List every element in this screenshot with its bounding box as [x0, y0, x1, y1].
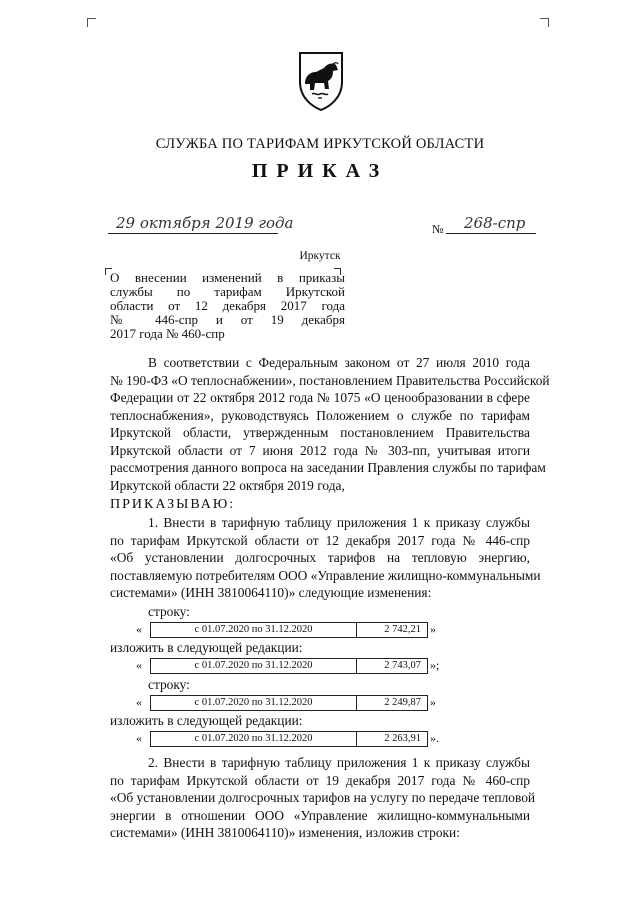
text-line: системами» (ИНН 3810064110)» изменения, изложив строки: — [110, 825, 460, 840]
city-name: Иркутск — [299, 250, 341, 262]
number-underline — [446, 232, 536, 234]
number-sign: № — [432, 222, 444, 236]
text-line: В соответствии с Федеральным законом от 27 июля 2010 года — [148, 355, 530, 370]
subject-line: области от 12 декабря 2017 года — [110, 298, 345, 313]
corner-mark-top-left — [87, 18, 96, 27]
text-line: энергии в отношении ООО «Управление жилищно-коммунальными — [110, 807, 530, 823]
text-line: рассмотрения данного вопроса на заседании Правления службы по тарифам — [110, 460, 546, 475]
coat-of-arms-emblem — [296, 50, 346, 112]
order-word: ПРИКАЗЫВАЮ: — [110, 497, 236, 512]
row-label: строку: — [148, 677, 190, 692]
text-line: 1. Внести в тарифную таблицу приложения 1 к приказу службы — [148, 515, 530, 530]
subject-line: № 446-спр и от 19 декабря — [110, 312, 345, 327]
period-cell: с 01.07.2020 по 31.12.2020 — [151, 696, 357, 710]
row-label: строку: — [148, 604, 190, 619]
value-cell: 2 743,07 — [384, 660, 421, 671]
value-cell: 2 742,21 — [384, 624, 421, 635]
date-underline — [108, 232, 278, 234]
text-line: по тарифам Иркутской области от 19 декабря 2017 года № 460-спр — [110, 772, 530, 788]
item-1-paragraph — [110, 514, 541, 602]
corner-mark-top-right — [540, 18, 549, 27]
text-line: № 190-ФЗ «О теплоснабжении», постановлением Правительства Российской — [110, 372, 550, 388]
text-line: 2. Внести в тарифную таблицу приложения 1 к приказу службы — [148, 755, 530, 770]
close-quote: » — [430, 622, 436, 636]
text-line: теплоснабжения», руководствуясь Положением о службе по тарифам — [110, 407, 530, 423]
close-quote: » — [430, 695, 436, 709]
text-line: «Об установлении долгосрочных тарифов на тепловую энергию, — [110, 550, 530, 565]
close-quote: ». — [430, 731, 439, 745]
text-line: Федерации от 22 октября 2012 года № 1075 «О ценообразовании в сфере — [110, 390, 530, 405]
subject-line: службы по тарифам Иркутской — [110, 284, 345, 299]
subject-line: 2017 года № 460-спр — [110, 326, 225, 341]
close-quote: »; — [430, 658, 440, 672]
text-line: по тарифам Иркутской области от 12 декабря 2017 года № 446-спр — [110, 532, 530, 548]
text-line: поставляемую потребителям ООО «Управление жилищно-коммунальными — [110, 567, 541, 583]
preamble-paragraph — [110, 354, 550, 494]
text-line: системами» (ИНН 3810064110)» следующие изменения: — [110, 585, 432, 600]
replace-label: изложить в следующей редакции: — [110, 640, 303, 655]
document-type-title: ПРИКАЗ — [251, 160, 389, 182]
text-line: Иркутской области, утвержденным постановлением Правительства — [110, 425, 530, 440]
period-cell: с 01.07.2020 по 31.12.2020 — [151, 659, 357, 673]
period-cell: с 01.07.2020 по 31.12.2020 — [151, 623, 357, 637]
handwritten-number: 268-спр — [464, 214, 526, 232]
tariff-row-original-1 — [150, 622, 428, 638]
text-line: «Об установлении долгосрочных тарифов на услугу по передаче тепловой — [110, 790, 536, 805]
open-quote: « — [136, 695, 142, 709]
item-2-paragraph — [110, 754, 536, 842]
text-line: Иркутской области от 7 июня 2012 года № 303-пп, учитывая итоги — [110, 442, 530, 458]
subject-block — [110, 271, 345, 341]
period-cell: с 01.07.2020 по 31.12.2020 — [151, 732, 357, 746]
tariff-row-original-2 — [150, 695, 428, 711]
subject-line: О внесении изменений в приказы — [110, 270, 345, 285]
open-quote: « — [136, 658, 142, 672]
value-cell: 2 249,87 — [384, 697, 421, 708]
open-quote: « — [136, 731, 142, 745]
open-quote: « — [136, 622, 142, 636]
organization-title: СЛУЖБА ПО ТАРИФАМ ИРКУТСКОЙ ОБЛАСТИ — [155, 136, 485, 152]
handwritten-date: 29 октября 2019 года — [116, 214, 294, 232]
tariff-row-new-2 — [150, 731, 428, 747]
value-cell: 2 263,91 — [384, 733, 421, 744]
text-line: Иркутской области 22 октября 2019 года, — [110, 477, 345, 493]
replace-label: изложить в следующей редакции: — [110, 713, 303, 728]
tariff-row-new-1 — [150, 658, 428, 674]
